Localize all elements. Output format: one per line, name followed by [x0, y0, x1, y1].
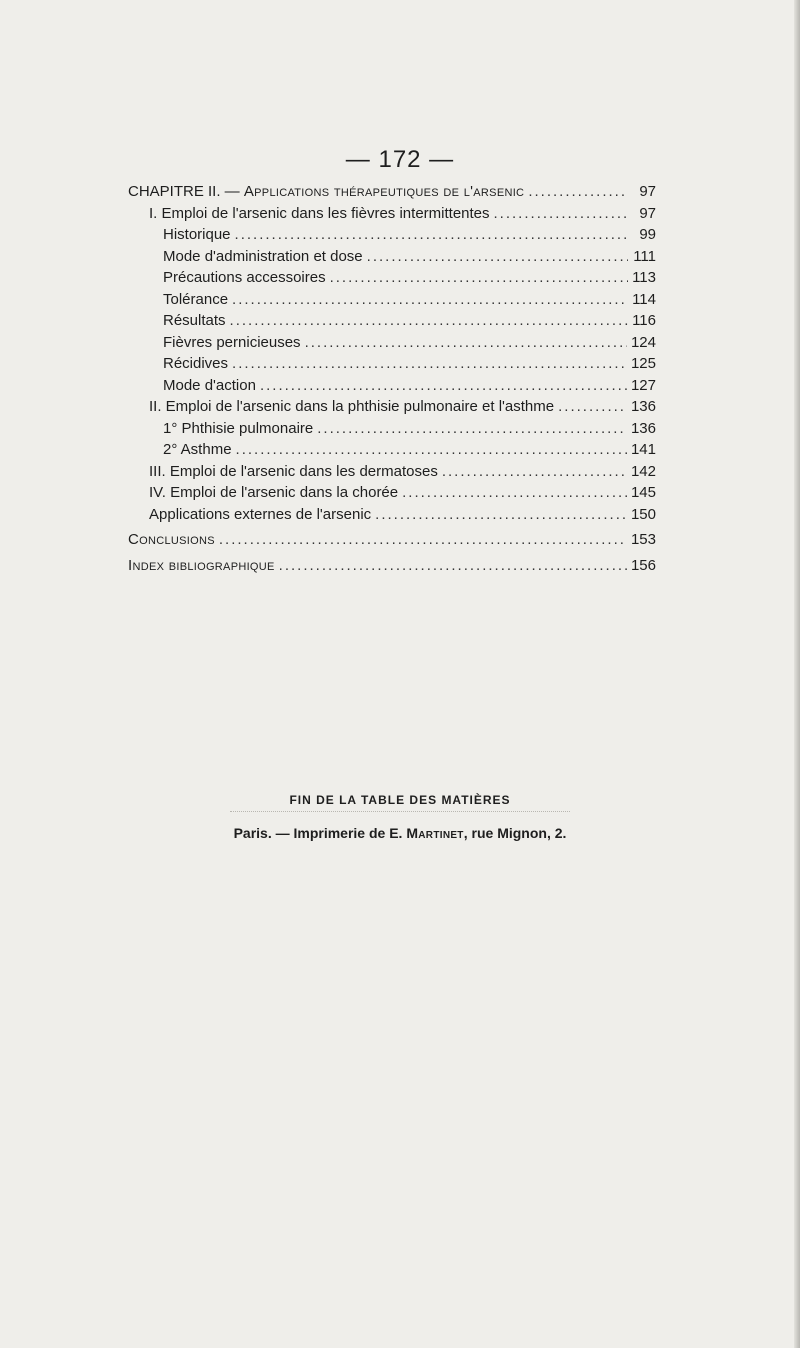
toc-row: [128, 291, 656, 313]
toc-page-number: 97: [639, 183, 656, 200]
toc-row: [128, 557, 656, 579]
dot-leader: [235, 226, 628, 243]
toc-row: [128, 334, 656, 356]
toc-page-number: 97: [639, 204, 656, 222]
toc-label: Précautions accessoires: [163, 269, 326, 286]
dot-leader: [330, 269, 628, 286]
page-number: — 172 —: [345, 146, 455, 173]
toc-label: Conclusions: [128, 531, 215, 548]
toc-label: II. Emploi de l'arsenic dans la phthisie pulmonaire et l'asthme: [149, 398, 555, 415]
toc-row: [128, 441, 656, 463]
toc-label: Index bibliographique: [128, 556, 275, 574]
toc-row: [128, 312, 656, 334]
toc-label: 1° Phthisie pulmonaire: [163, 419, 314, 437]
dot-leader: [236, 441, 627, 458]
imprint-text: Imprimerie de E.: [293, 825, 407, 841]
dot-leader: [219, 531, 627, 548]
toc-page-number: 127: [630, 376, 656, 394]
toc-row: [128, 398, 656, 420]
chapter-title: Applications thérapeutiques de l'arsenic: [243, 183, 525, 200]
dot-leader: [230, 312, 628, 329]
toc-label: Fièvres pernicieuses: [163, 333, 301, 351]
toc-row: [128, 506, 656, 528]
toc-label: Récidives: [163, 355, 229, 372]
toc-page-number: 113: [632, 269, 656, 286]
toc-row: [128, 484, 656, 506]
dot-leader: [367, 248, 628, 265]
toc-row: [128, 531, 656, 553]
dotted-rule: [230, 811, 570, 812]
imprint-city: Paris.: [233, 825, 272, 841]
toc-page-number: 142: [630, 462, 656, 480]
dot-leader: [558, 398, 627, 415]
toc-label: III. Emploi de l'arsenic dans les dermatoses: [149, 462, 438, 480]
imprint-name: Martinet: [406, 825, 464, 841]
toc-row: [128, 463, 656, 485]
toc-page-number: 124: [630, 333, 656, 351]
dot-leader: [494, 205, 628, 222]
dot-leader: [375, 506, 627, 523]
toc-label: Tolérance: [163, 290, 229, 308]
toc-page-number: 99: [639, 226, 656, 243]
toc-row: [128, 226, 656, 248]
toc-page-number: 156: [630, 556, 656, 574]
toc-page-number: 153: [630, 531, 656, 548]
toc-label: 2° Asthme: [163, 441, 232, 458]
toc-row: [128, 420, 656, 442]
toc-page-number: 136: [630, 419, 656, 437]
dot-leader: [528, 183, 628, 200]
chapter-prefix: CHAPITRE II. —: [128, 183, 244, 200]
dot-leader: [232, 291, 628, 308]
toc-row: [128, 355, 656, 377]
toc-label: [128, 183, 524, 200]
toc-page-number: 116: [632, 312, 656, 329]
toc-label: Mode d'action: [163, 376, 256, 394]
toc-row: [128, 205, 656, 227]
end-of-table-note: FIN DE LA TABLE DES MATIÈRES: [289, 793, 511, 807]
toc-label: IV. Emploi de l'arsenic dans la chorée: [149, 484, 399, 501]
dot-leader: [305, 334, 627, 351]
table-of-contents: [128, 183, 656, 578]
dot-leader: [402, 484, 627, 501]
toc-row: [128, 269, 656, 291]
page-edge-shadow: [794, 0, 800, 1348]
toc-page-number: 125: [630, 355, 656, 372]
toc-page-number: 114: [632, 290, 656, 308]
toc-row: [128, 183, 656, 205]
toc-row: [128, 377, 656, 399]
toc-label: Historique: [163, 226, 231, 243]
toc-page-number: 111: [633, 247, 656, 265]
dot-leader: [232, 355, 627, 372]
toc-label: Mode d'administration et dose: [163, 247, 363, 265]
toc-label: Applications externes de l'arsenic: [149, 505, 372, 523]
dot-leader: [442, 463, 627, 480]
toc-row: [128, 248, 656, 270]
imprint-dash: —: [271, 825, 294, 841]
imprint-address: , rue Mignon, 2.: [463, 825, 567, 841]
dot-leader: [279, 557, 627, 574]
dot-leader: [317, 420, 627, 437]
toc-label: Résultats: [163, 312, 226, 329]
printer-imprint: [0, 825, 800, 841]
toc-page-number: 141: [630, 441, 656, 458]
toc-page-number: 145: [630, 484, 656, 501]
toc-page-number: 136: [630, 398, 656, 415]
toc-page-number: 150: [630, 505, 656, 523]
dot-leader: [260, 377, 627, 394]
toc-label: I. Emploi de l'arsenic dans les fièvres intermittentes: [149, 204, 490, 222]
